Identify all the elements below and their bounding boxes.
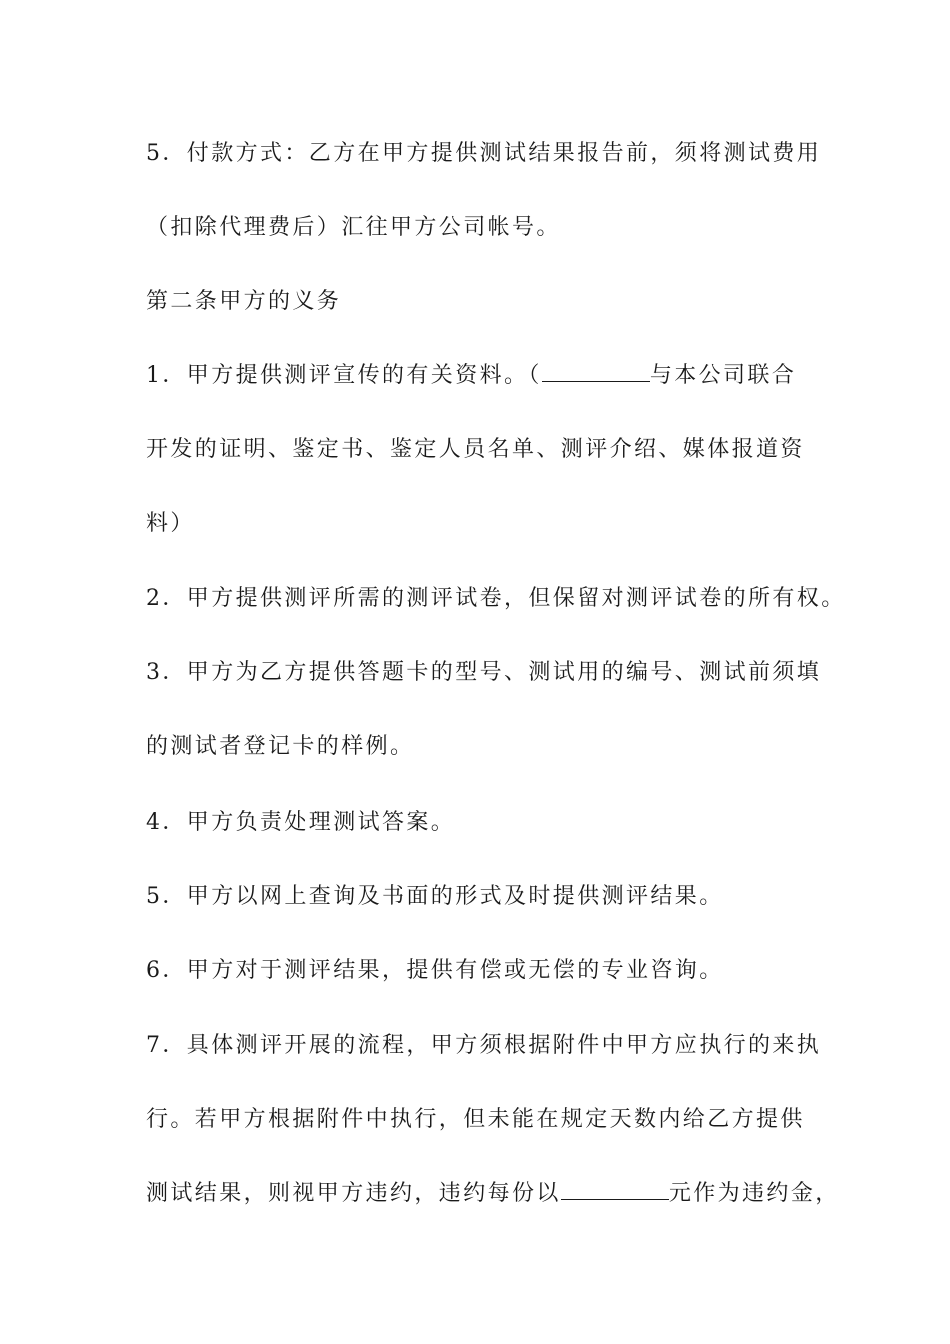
paragraph-line: 料） xyxy=(146,511,195,536)
fill-in-blank xyxy=(561,1179,669,1200)
text-segment: 测试结果，则视甲方违约，违约每份以 xyxy=(146,1181,561,1206)
text-segment: 元作为违约金， xyxy=(668,1181,840,1206)
text-segment: 与本公司联合 xyxy=(649,363,797,388)
paragraph-line: 5．付款方式：乙方在甲方提供测试结果报告前，须将测试费用 xyxy=(146,141,822,166)
paragraph-line xyxy=(146,361,826,391)
paragraph-line: 7．具体测评开展的流程，甲方须根据附件中甲方应执行的来执 xyxy=(146,1033,822,1058)
paragraph-line: 5．甲方以网上查询及书面的形式及时提供测评结果。 xyxy=(146,884,724,909)
paragraph-line: 行。若甲方根据附件中执行，但未能在规定天数内给乙方提供 xyxy=(146,1107,805,1132)
paragraph-line: 4．甲方负责处理测试答案。 xyxy=(146,810,456,835)
paragraph-line: 3．甲方为乙方提供答题卡的型号、测试用的编号、测试前须填 xyxy=(146,660,822,685)
paragraph-line: 的测试者登记卡的样例。 xyxy=(146,734,415,759)
paragraph-line: 开发的证明、鉴定书、鉴定人员名单、测评介绍、媒体报道资 xyxy=(146,437,805,462)
paragraph-line: （扣除代理费后）汇往甲方公司帐号。 xyxy=(146,215,561,240)
text-segment: 1．甲方提供测评宣传的有关资料。（ xyxy=(146,363,542,388)
fill-in-blank xyxy=(542,361,650,382)
paragraph-line xyxy=(146,1179,840,1209)
section-heading: 第二条甲方的义务 xyxy=(146,289,342,314)
paragraph-line: 2．甲方提供测评所需的测评试卷，但保留对测评试卷的所有权。 xyxy=(146,586,846,611)
paragraph-line: 6．甲方对于测评结果，提供有偿或无偿的专业咨询。 xyxy=(146,958,724,983)
